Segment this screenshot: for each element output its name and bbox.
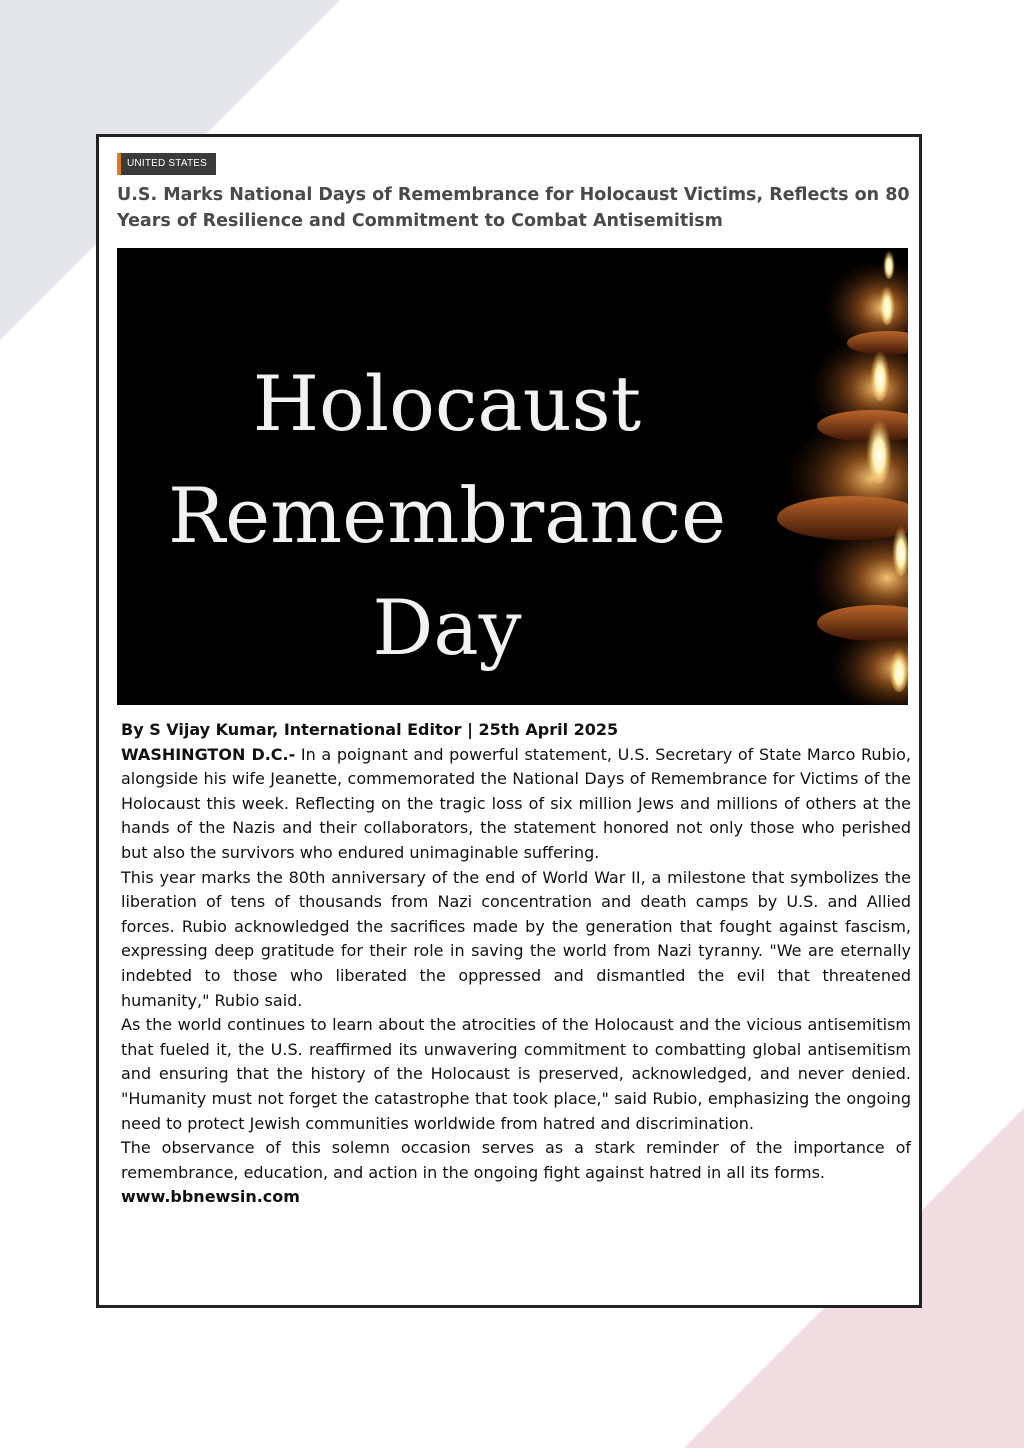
candle-flame-6 <box>883 248 895 279</box>
paragraph-1 <box>121 743 911 866</box>
paragraph-1-text: In a poignant and powerful statement, U.S. Secretary of State Marco Rubio, alongside his wife Jeanette, commemorated the National Days of Remembrance for Victims of the Holocaust this week. Reflecting on the tragic loss of six million Jews and millions of others at the hands of the Nazis and their collaborators, the statement honored not only those who perished but also the survivors who endured unimaginable suffering. <box>121 744 912 862</box>
candle-flame-2 <box>870 345 890 401</box>
hero-text-line-1: Holocaust <box>252 359 642 448</box>
article-headline: U.S. Marks National Days of Remembrance for Holocaust Victims, Reflects on 80 Years of Resilience and Commitment to Combat Antisemitism <box>117 185 910 231</box>
website-link[interactable]: www.bbnewsin.com <box>121 1187 300 1207</box>
hero-image <box>117 248 908 705</box>
paragraph-4: The observance of this solemn occasion serves as a stark reminder of the importance of remembrance, education, and action in the ongoing fight against hatred in all its forms. <box>121 1138 911 1182</box>
category-tag[interactable]: UNITED STATES <box>117 153 216 175</box>
dateline: WASHINGTON D.C.- <box>121 744 296 764</box>
hero-text-line-2: Remembrance <box>167 471 727 560</box>
candle-flame-3 <box>866 412 892 484</box>
hero-image-text <box>117 348 777 684</box>
paragraph-2: This year marks the 80th anniversary of the end of World War II, a milestone that symbolizes the liberation of tens of thousands from Nazi concentration and death camps by U.S. and Allied forces. Rubio acknowledged the sacrifices made by the generation that fought against fascism, expressing deep gratitude for their role in saving the world from Nazi tyranny. "We are eternally indebted to those who liberated the oppressed and dismantled the evil that threatened humanity," Rubio said. <box>121 867 911 1010</box>
paragraph-3: As the world continues to learn about the atrocities of the Holocaust and the vicious antisemitism that fueled it, the U.S. reaffirmed its unwavering commitment to combatting global antisemitism and ensuring that the history of the Holocaust is preserved, acknowledged, and never denied. "Humanity must not forget the catastrophe that took place," said Rubio, emphasizing the ongoing need to protect Jewish communities worldwide from hatred and discrimination. <box>121 1015 911 1133</box>
candle-flame-1 <box>879 281 895 325</box>
byline: By S Vijay Kumar, International Editor | 25th April 2025 <box>121 720 619 739</box>
hero-text-line-3: Day <box>372 583 522 672</box>
article-body <box>121 718 911 1210</box>
